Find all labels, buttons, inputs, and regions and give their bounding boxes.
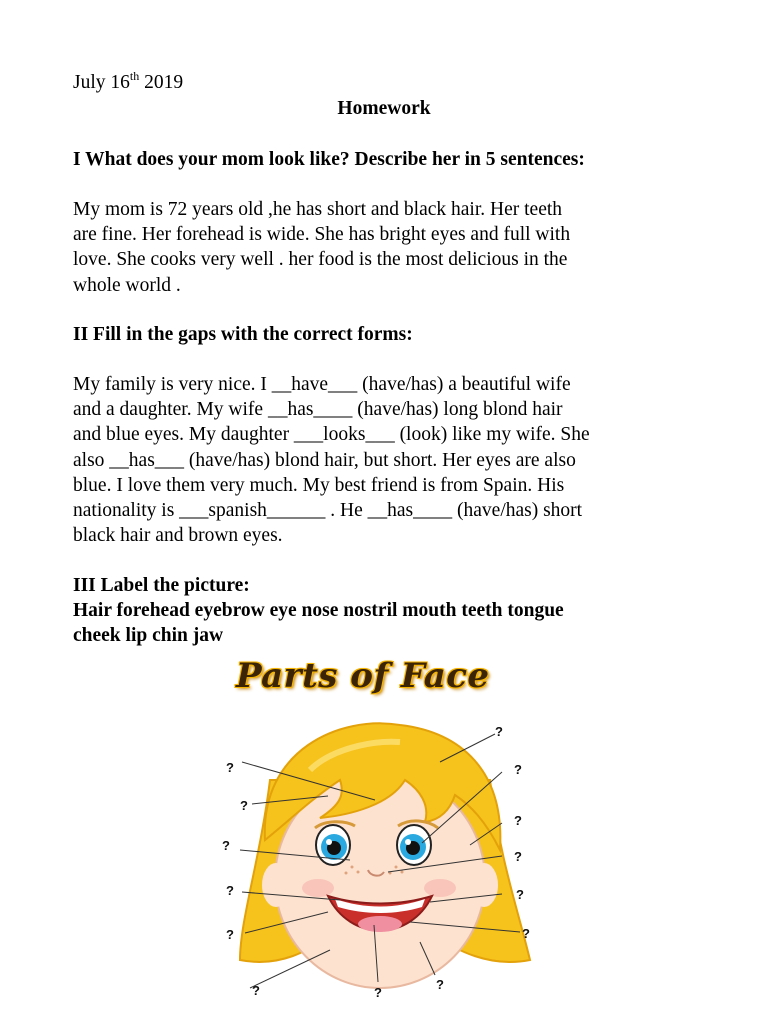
answer-line: blue. I love them very much. My best friend is from Spain. His bbox=[73, 474, 565, 496]
answer-line: black hair and brown eyes. bbox=[73, 525, 283, 547]
label-mark: ? bbox=[514, 813, 522, 828]
ear-left bbox=[262, 863, 290, 907]
section3-heading: III Label the picture: bbox=[73, 575, 250, 596]
answer-line: also __has___ (have/has) blond hair, but short. Her eyes are also bbox=[73, 449, 576, 471]
section2-answer bbox=[73, 372, 693, 548]
date-line bbox=[73, 70, 183, 95]
date-superscript: th bbox=[129, 69, 140, 83]
answer-line: and blue eyes. My daughter ___looks___ (look) like my wife. She bbox=[73, 424, 590, 446]
date-year: 2019 bbox=[139, 72, 184, 93]
label-mark: ? bbox=[226, 927, 234, 942]
section1-heading: I What does your mom look like? Describe her in 5 sentences: bbox=[73, 149, 585, 170]
section1-answer bbox=[73, 197, 693, 298]
cheek-right bbox=[424, 879, 456, 897]
label-mark: ? bbox=[516, 887, 524, 902]
label-mark: ? bbox=[226, 760, 234, 775]
answer-line: and a daughter. My wife __has____ (have/has) long blond hair bbox=[73, 399, 563, 421]
label-mark: ? bbox=[522, 926, 530, 941]
label-mark: ? bbox=[240, 798, 248, 813]
answer-line: are fine. Her forehead is wide. She has bright eyes and full with bbox=[73, 224, 571, 246]
ear-right bbox=[470, 863, 498, 907]
word-bank-line-2: cheek lip chin jaw bbox=[73, 625, 224, 646]
section2-heading: II Fill in the gaps with the correct forms: bbox=[73, 324, 413, 345]
answer-line: whole world . bbox=[73, 274, 181, 296]
label-mark: ? bbox=[436, 977, 444, 992]
word-bank-line-1: Hair forehead eyebrow eye nose nostril mouth teeth tongue bbox=[73, 600, 564, 621]
tongue bbox=[358, 916, 402, 932]
label-mark: ? bbox=[495, 724, 503, 739]
label-mark: ? bbox=[514, 762, 522, 777]
picture-title: Parts of Face bbox=[236, 656, 490, 696]
answer-line: nationality is ___spanish______ . He __has____ (have/has) short bbox=[73, 500, 583, 522]
date-text: July 16 bbox=[73, 72, 130, 93]
label-mark: ? bbox=[252, 983, 260, 998]
label-mark: ? bbox=[222, 838, 230, 853]
face-illustration bbox=[200, 710, 560, 1010]
answer-line: My family is very nice. I __have___ (have/has) a beautiful wife bbox=[73, 374, 571, 395]
label-mark: ? bbox=[514, 849, 522, 864]
answer-line: My mom is 72 years old ,he has short and black hair. Her teeth bbox=[73, 199, 563, 220]
answer-line: love. She cooks very well . her food is the most delicious in the bbox=[73, 249, 568, 271]
label-mark: ? bbox=[374, 985, 382, 1000]
page-title: Homework bbox=[337, 98, 431, 119]
label-mark: ? bbox=[226, 883, 234, 898]
cheek-left bbox=[302, 879, 334, 897]
